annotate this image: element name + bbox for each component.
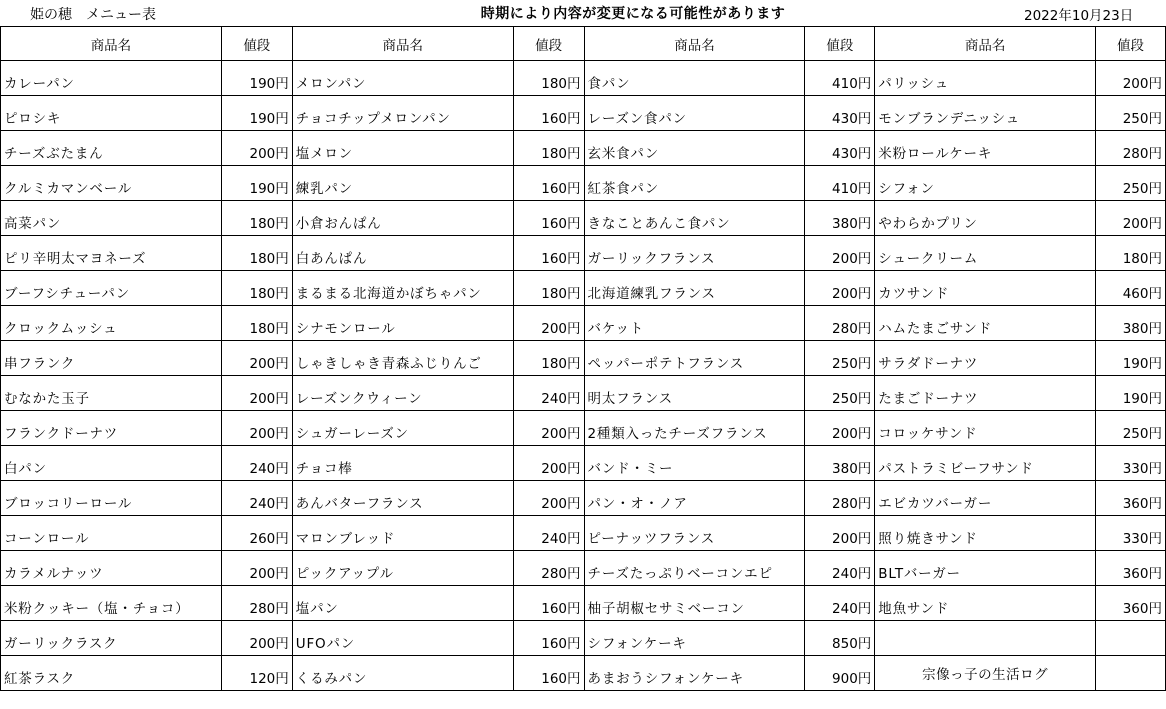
item-name: サラダドーナツ [875, 341, 1096, 376]
item-name: UFOパン [292, 621, 513, 656]
name-header: 商品名 [1, 27, 222, 61]
item-name: チョコ棒 [292, 446, 513, 481]
item-price: 200円 [805, 271, 875, 306]
item-name: 紅茶ラスク [1, 656, 222, 691]
item-name: 串フランク [1, 341, 222, 376]
item-price: 240円 [221, 446, 292, 481]
item-price: 430円 [805, 96, 875, 131]
item-price: 190円 [1096, 376, 1166, 411]
item-name: 白あんぱん [292, 236, 513, 271]
menu-row [1, 586, 1166, 621]
item-name: カラメルナッツ [1, 551, 222, 586]
item-price: 180円 [513, 131, 584, 166]
item-price: 190円 [221, 166, 292, 201]
item-price: 160円 [513, 586, 584, 621]
item-name: 米粉ロールケーキ [875, 131, 1096, 166]
menu-date: 2022年10月23日 [1024, 8, 1134, 24]
item-price: 250円 [1096, 166, 1166, 201]
menu-row [1, 201, 1166, 236]
item-name: クルミカマンベール [1, 166, 222, 201]
menu-row [1, 516, 1166, 551]
item-price: 160円 [513, 166, 584, 201]
item-price: 160円 [513, 201, 584, 236]
item-name: チーズぶたまん [1, 131, 222, 166]
item-price: 200円 [221, 341, 292, 376]
menu-row [1, 481, 1166, 516]
item-price: 250円 [805, 341, 875, 376]
menu-row [1, 236, 1166, 271]
item-price: 360円 [1096, 551, 1166, 586]
item-price: 180円 [221, 271, 292, 306]
item-name: カツサンド [875, 271, 1096, 306]
item-name: やわらかプリン [875, 201, 1096, 236]
item-price [1096, 656, 1166, 691]
item-name: シュガーレーズン [292, 411, 513, 446]
item-name: 小倉おんぱん [292, 201, 513, 236]
item-name: パストラミビーフサンド [875, 446, 1096, 481]
item-name: たまごドーナツ [875, 376, 1096, 411]
item-price: 330円 [1096, 446, 1166, 481]
name-header: 商品名 [584, 27, 805, 61]
menu-row [1, 61, 1166, 96]
item-name: 地魚サンド [875, 586, 1096, 621]
menu-row [1, 166, 1166, 201]
item-name: ピロシキ [1, 96, 222, 131]
item-price: 180円 [1096, 236, 1166, 271]
item-price: 240円 [805, 551, 875, 586]
item-price: 410円 [805, 61, 875, 96]
change-notice: 時期により内容が変更になる可能性があります [480, 6, 786, 22]
menu-row [1, 131, 1166, 166]
name-header: 商品名 [875, 27, 1096, 61]
item-price: 160円 [513, 621, 584, 656]
item-price: 250円 [1096, 411, 1166, 446]
item-name: 柚子胡椒セサミベーコン [584, 586, 805, 621]
item-price: 240円 [513, 516, 584, 551]
item-price: 280円 [805, 481, 875, 516]
item-name: カレーパン [1, 61, 222, 96]
item-name: ブーフシチューパン [1, 271, 222, 306]
item-price: 900円 [805, 656, 875, 691]
item-price: 380円 [1096, 306, 1166, 341]
item-price: 160円 [513, 236, 584, 271]
item-name: 北海道練乳フランス [584, 271, 805, 306]
item-name: ガーリックラスク [1, 621, 222, 656]
item-price: 200円 [513, 411, 584, 446]
item-name: 食パン [584, 61, 805, 96]
item-price: 120円 [221, 656, 292, 691]
menu-row [1, 656, 1166, 691]
credit-text: 宗像っ子の生活ログ [875, 656, 1096, 691]
price-header: 値段 [513, 27, 584, 61]
item-name: コロッケサンド [875, 411, 1096, 446]
item-name: BLTバーガー [875, 551, 1096, 586]
menu-table [0, 26, 1166, 691]
item-name [875, 621, 1096, 656]
item-price: 200円 [221, 621, 292, 656]
item-price [1096, 621, 1166, 656]
item-name: シフォン [875, 166, 1096, 201]
item-price: 250円 [805, 376, 875, 411]
item-name: シフォンケーキ [584, 621, 805, 656]
item-name: 明太フランス [584, 376, 805, 411]
item-name: レーズン食パン [584, 96, 805, 131]
item-name: シナモンロール [292, 306, 513, 341]
item-name: コーンロール [1, 516, 222, 551]
item-price: 240円 [221, 481, 292, 516]
item-price: 200円 [805, 516, 875, 551]
item-name: くるみパン [292, 656, 513, 691]
item-name: 紅茶食パン [584, 166, 805, 201]
item-price: 240円 [805, 586, 875, 621]
item-name: ピーナッツフランス [584, 516, 805, 551]
item-price: 250円 [1096, 96, 1166, 131]
item-name: ハムたまごサンド [875, 306, 1096, 341]
item-name: レーズンクウィーン [292, 376, 513, 411]
item-price: 200円 [221, 376, 292, 411]
menu-row [1, 551, 1166, 586]
menu-row [1, 96, 1166, 131]
item-name: ブロッコリーロール [1, 481, 222, 516]
item-name: 白パン [1, 446, 222, 481]
item-price: 410円 [805, 166, 875, 201]
item-price: 380円 [805, 201, 875, 236]
item-name: 塩メロン [292, 131, 513, 166]
item-name: あまおうシフォンケーキ [584, 656, 805, 691]
item-price: 200円 [513, 306, 584, 341]
item-name: 塩パン [292, 586, 513, 621]
item-price: 330円 [1096, 516, 1166, 551]
item-price: 240円 [513, 376, 584, 411]
item-price: 180円 [513, 271, 584, 306]
item-name: チーズたっぷりベーコンエピ [584, 551, 805, 586]
item-price: 280円 [221, 586, 292, 621]
item-name: しゃきしゃき青森ふじりんご [292, 341, 513, 376]
menu-row [1, 306, 1166, 341]
item-name: バケット [584, 306, 805, 341]
item-name: バンド・ミー [584, 446, 805, 481]
item-price: 180円 [221, 201, 292, 236]
item-name: ピリ辛明太マヨネーズ [1, 236, 222, 271]
item-price: 360円 [1096, 481, 1166, 516]
item-name: 米粉クッキー（塩・チョコ） [1, 586, 222, 621]
item-price: 200円 [221, 411, 292, 446]
header-row [1, 27, 1166, 61]
menu-row [1, 271, 1166, 306]
menu-body [1, 61, 1166, 691]
menu-row [1, 376, 1166, 411]
item-price: 200円 [513, 446, 584, 481]
price-header: 値段 [805, 27, 875, 61]
item-price: 380円 [805, 446, 875, 481]
item-price: 200円 [1096, 61, 1166, 96]
item-price: 850円 [805, 621, 875, 656]
menu-row [1, 411, 1166, 446]
menu-row [1, 621, 1166, 656]
price-header: 値段 [221, 27, 292, 61]
item-price: 200円 [221, 551, 292, 586]
item-price: 180円 [513, 61, 584, 96]
item-price: 180円 [221, 306, 292, 341]
item-name: 高菜パン [1, 201, 222, 236]
item-name: チョコチップメロンパン [292, 96, 513, 131]
item-price: 160円 [513, 96, 584, 131]
item-name: 練乳パン [292, 166, 513, 201]
item-name: マロンブレッド [292, 516, 513, 551]
item-price: 190円 [221, 96, 292, 131]
item-name: パン・オ・ノア [584, 481, 805, 516]
item-name: シュークリーム [875, 236, 1096, 271]
item-price: 460円 [1096, 271, 1166, 306]
item-name: 玄米食パン [584, 131, 805, 166]
item-name: フランクドーナツ [1, 411, 222, 446]
item-price: 200円 [513, 481, 584, 516]
item-price: 360円 [1096, 586, 1166, 621]
menu-row [1, 341, 1166, 376]
item-price: 260円 [221, 516, 292, 551]
item-name: ピックアップル [292, 551, 513, 586]
sheet-header [0, 0, 1166, 26]
item-name: 照り焼きサンド [875, 516, 1096, 551]
item-price: 430円 [805, 131, 875, 166]
item-price: 200円 [221, 131, 292, 166]
item-price: 180円 [513, 341, 584, 376]
menu-row [1, 446, 1166, 481]
item-name: あんバターフランス [292, 481, 513, 516]
item-price: 190円 [1096, 341, 1166, 376]
menu-title: 姫の穂 メニュー表 [30, 7, 156, 23]
item-price: 280円 [805, 306, 875, 341]
price-header: 値段 [1096, 27, 1166, 61]
item-name: モンブランデニッシュ [875, 96, 1096, 131]
item-price: 160円 [513, 656, 584, 691]
item-price: 200円 [1096, 201, 1166, 236]
name-header: 商品名 [292, 27, 513, 61]
item-name: ペッパーポテトフランス [584, 341, 805, 376]
item-price: 180円 [221, 236, 292, 271]
item-name: パリッシュ [875, 61, 1096, 96]
item-price: 190円 [221, 61, 292, 96]
item-price: 200円 [805, 411, 875, 446]
item-name: むなかた玉子 [1, 376, 222, 411]
item-name: 2種類入ったチーズフランス [584, 411, 805, 446]
item-price: 200円 [805, 236, 875, 271]
item-name: まるまる北海道かぼちゃパン [292, 271, 513, 306]
item-name: きなことあんこ食パン [584, 201, 805, 236]
item-name: ガーリックフランス [584, 236, 805, 271]
item-name: メロンパン [292, 61, 513, 96]
item-price: 280円 [513, 551, 584, 586]
item-name: クロックムッシュ [1, 306, 222, 341]
item-name: エビカツバーガー [875, 481, 1096, 516]
item-price: 280円 [1096, 131, 1166, 166]
